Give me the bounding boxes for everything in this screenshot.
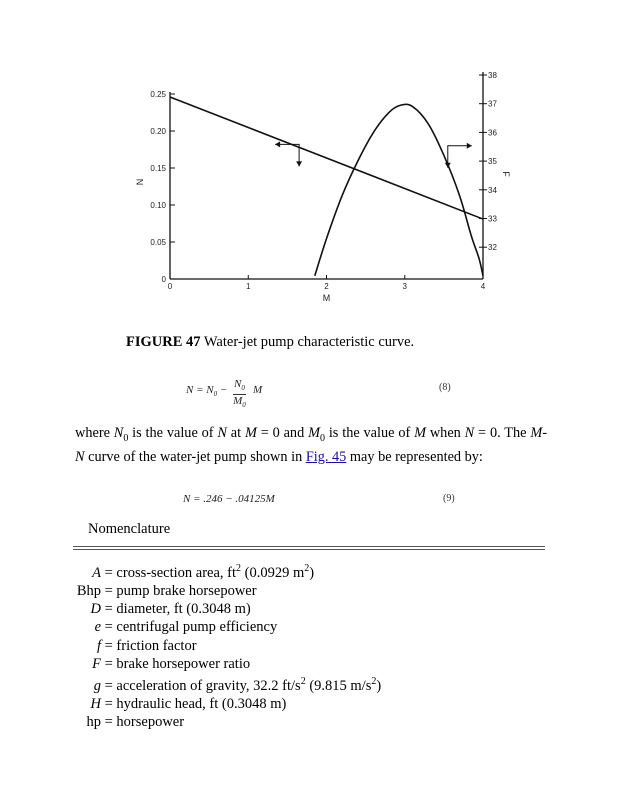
nomenclature-item xyxy=(60,673,381,695)
y2-tick-label: 38 xyxy=(488,71,497,80)
nomenclature-superscript: 2 xyxy=(300,676,306,688)
eq8-num-sub: 0 xyxy=(241,384,245,393)
y2-tick-label: 33 xyxy=(488,214,497,224)
para-text: at xyxy=(226,425,245,441)
y2-tick-label: 36 xyxy=(488,128,497,138)
y-tick-label: 0.20 xyxy=(150,127,166,136)
nomenclature-symbol: e xyxy=(94,619,101,636)
equation-8-number: (8) xyxy=(439,382,451,393)
x-tick-label: 3 xyxy=(402,282,407,291)
y-tick-label: 0.05 xyxy=(150,238,166,247)
nomenclature-definition: = friction factor xyxy=(101,637,197,654)
eq8-sub: 0 xyxy=(213,390,218,399)
characteristic-chart xyxy=(0,0,617,320)
arrowhead xyxy=(296,161,302,166)
eq8-den-text: M xyxy=(233,395,243,408)
nomenclature-symbol: g xyxy=(93,677,101,694)
eq8-den-sub: 0 xyxy=(242,401,246,410)
nomenclature-item xyxy=(60,637,381,655)
nomenclature-definition: = diameter, ft (0.3048 m) xyxy=(101,601,251,618)
nomenclature-definition: ) xyxy=(309,564,315,581)
para-text: may be represented by: xyxy=(346,448,483,465)
y-tick-label: 0.10 xyxy=(150,201,166,210)
nomenclature-item xyxy=(60,560,381,582)
y2-axis-label: F xyxy=(501,171,511,177)
nomenclature-symbol: D xyxy=(90,601,101,618)
nomenclature-list xyxy=(60,560,381,731)
figure-45-link[interactable]: Fig. 45 xyxy=(305,448,347,465)
nomenclature-superscript: 2 xyxy=(236,563,241,574)
x-axis-label: M xyxy=(322,293,331,303)
body-paragraph xyxy=(75,424,547,467)
nomenclature-definition: = hydraulic head, ft (0.3048 m) xyxy=(101,696,287,713)
nomenclature-symbol: hp xyxy=(86,714,101,731)
nomenclature-symbol: f xyxy=(96,637,101,654)
eq8-tail-text: M xyxy=(253,384,263,396)
nomenclature-divider xyxy=(73,546,545,550)
para-text: curve of the water-jet pump shown in xyxy=(84,448,306,465)
nomenclature-item xyxy=(60,695,381,713)
x-tick-label: 1 xyxy=(246,282,251,291)
nomenclature-definition: (0.0929 m xyxy=(241,564,305,581)
arrowhead xyxy=(467,143,472,149)
arrow-left-down xyxy=(275,144,299,166)
nomenclature-definition: = acceleration of gravity, 32.2 ft/s xyxy=(101,677,301,694)
nomenclature-title: Nomenclature xyxy=(88,521,171,537)
para-text: when xyxy=(426,425,465,441)
para-text: where xyxy=(75,425,114,441)
chart-series xyxy=(170,97,483,276)
arrowhead xyxy=(445,163,451,168)
y2-tick-label: 32 xyxy=(488,243,497,253)
para-var: M-N xyxy=(75,425,547,465)
y-tick-label: 0.25 xyxy=(150,90,166,99)
para-text: = 0. The xyxy=(474,425,531,441)
nomenclature-symbol: A xyxy=(92,564,101,581)
nomenclature-symbol: F xyxy=(92,655,101,672)
para-text: = 0 and xyxy=(256,425,309,441)
para-sub: 0 xyxy=(320,432,325,444)
y-tick-label: 0 xyxy=(161,275,166,284)
eq8-minus: − xyxy=(217,384,228,396)
efficiency-curve xyxy=(315,104,483,276)
para-text: is the value of xyxy=(128,425,218,441)
para-var: M xyxy=(244,425,257,441)
nomenclature-superscript: 2 xyxy=(304,563,310,574)
nomenclature-item xyxy=(60,618,381,636)
para-var: N xyxy=(464,425,475,441)
y2-tick-label: 34 xyxy=(488,185,497,195)
nomenclature-definition: ) xyxy=(376,677,382,694)
y-tick-label: 0.15 xyxy=(150,164,166,173)
para-var: N xyxy=(217,425,227,441)
eq8-tail xyxy=(253,384,262,396)
nomenclature-item xyxy=(60,655,381,673)
eq8-num-text: N xyxy=(234,378,242,390)
eq8-fraction xyxy=(233,378,246,411)
para-var: M xyxy=(414,425,426,441)
nomenclature-definition: = cross-section area, ft xyxy=(101,564,236,581)
x-tick-label: 4 xyxy=(480,282,486,291)
nomenclature-item xyxy=(60,713,381,731)
nomenclature-symbol: H xyxy=(90,696,101,713)
nomenclature-symbol: Bhp xyxy=(76,583,101,600)
para-var: M xyxy=(308,425,320,441)
eq8-lhs: N = N xyxy=(186,384,214,396)
para-text: is the value of xyxy=(325,425,415,441)
nomenclature-definition: = brake horsepower ratio xyxy=(101,655,251,672)
para-var: N xyxy=(113,425,124,441)
nomenclature-definition: = centrifugal pump efficiency xyxy=(101,619,278,636)
y-axis-label: N xyxy=(135,178,145,186)
arrow-right-down xyxy=(448,146,472,168)
y2-tick-label: 37 xyxy=(488,99,497,109)
eq8-denominator xyxy=(233,395,246,411)
mn-line xyxy=(170,97,483,219)
figure-caption xyxy=(126,334,414,351)
figure-caption-label: FIGURE 47 xyxy=(126,334,201,350)
nomenclature-item xyxy=(60,582,381,600)
y2-tick-label: 35 xyxy=(488,157,497,167)
para-sub: 0 xyxy=(123,432,129,444)
equation-9: N = .246 − .04125M xyxy=(183,493,275,505)
nomenclature-definition: = horsepower xyxy=(101,714,185,731)
nomenclature-definition: = pump brake horsepower xyxy=(101,583,257,600)
x-tick-label: 2 xyxy=(324,282,329,291)
chart-arrows xyxy=(275,141,472,167)
equation-8 xyxy=(186,384,227,398)
nomenclature-superscript: 2 xyxy=(371,676,377,688)
x-tick-label: 0 xyxy=(167,282,173,291)
equation-9-number: (9) xyxy=(443,493,455,504)
chart-axes xyxy=(170,72,483,279)
arrowhead xyxy=(275,141,280,147)
nomenclature-item xyxy=(60,600,381,618)
eq8-numerator xyxy=(233,378,246,395)
figure-caption-text: Water-jet pump characteristic curve. xyxy=(200,334,415,350)
nomenclature-definition: (9.815 m/s xyxy=(305,677,372,694)
